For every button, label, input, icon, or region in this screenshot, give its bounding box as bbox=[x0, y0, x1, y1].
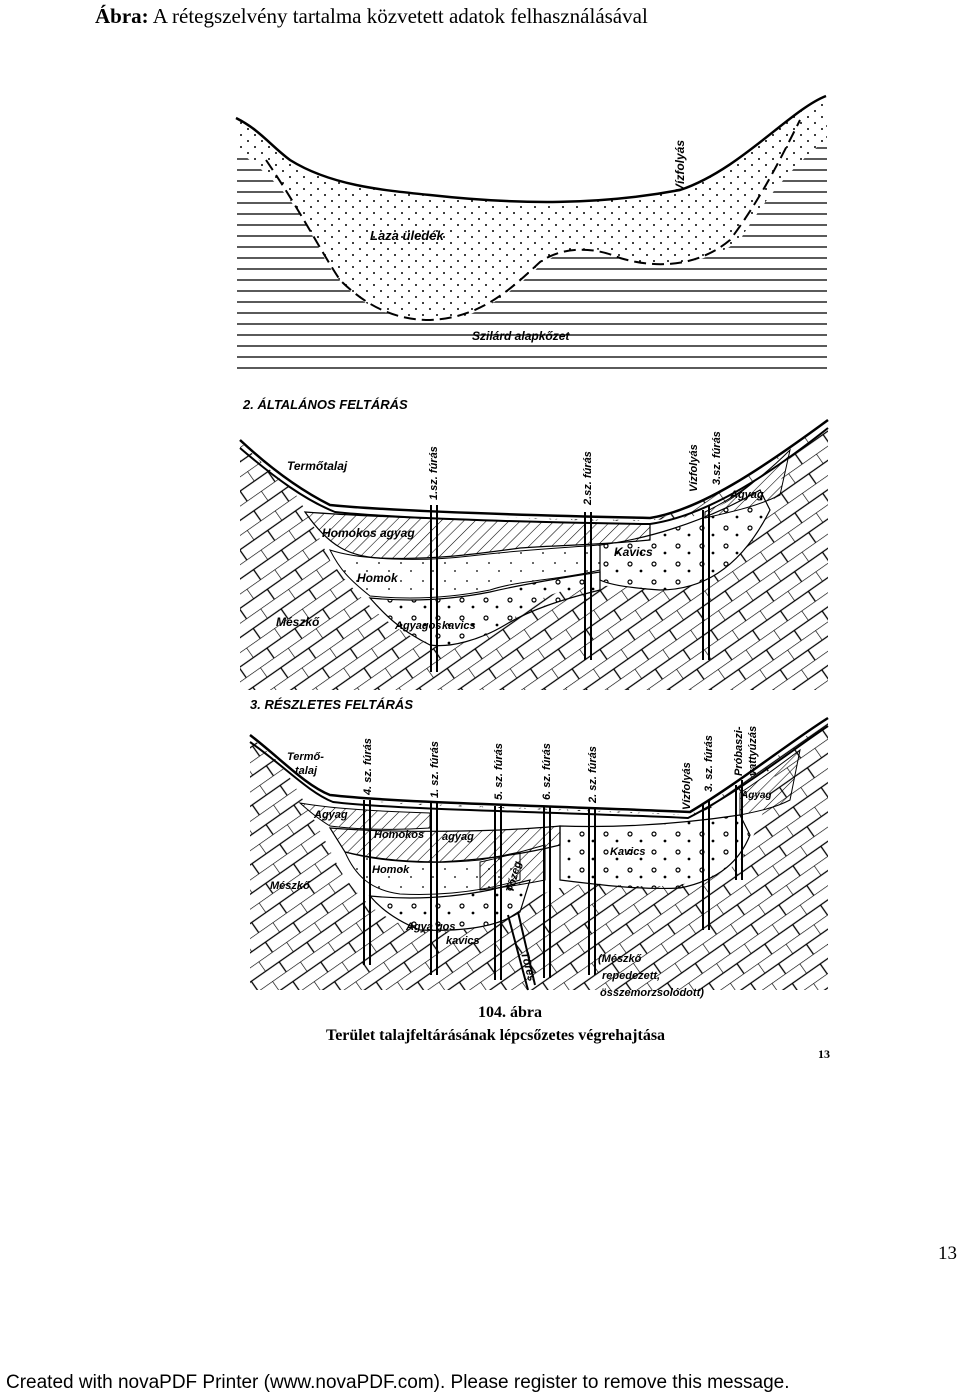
label-homokos-3: Homokos bbox=[374, 829, 425, 841]
label-tozeg-3: Tőzeg bbox=[504, 859, 525, 894]
label-agyagos-3b: kavics bbox=[446, 935, 480, 947]
label-furas6-3: 6. sz. fúrás bbox=[541, 743, 553, 800]
label-termo-3a: Termő- bbox=[287, 751, 324, 763]
label-kavics-3: Kavics bbox=[610, 846, 646, 858]
label-proba-3a: Próbaszi- bbox=[733, 726, 745, 776]
label-agyag-2: Agyag bbox=[730, 489, 764, 501]
label-termo-3b: talaj bbox=[295, 765, 318, 777]
page-number: 13 bbox=[938, 1243, 957, 1264]
title-prefix: Ábra: bbox=[95, 4, 149, 28]
label-meszko-note-3: összemorzsolódott) bbox=[600, 987, 704, 999]
label-furas4-3: 4. sz. fúrás bbox=[362, 738, 374, 795]
footer-notice: Created with novaPDF Printer (www.novaPDF.com). Please register to remove this message. bbox=[6, 1372, 790, 1393]
section-2-heading: 2. ÁLTALÁNOS FELTÁRÁS bbox=[243, 397, 408, 412]
label-furas1-3: 1. sz. fúrás bbox=[429, 741, 441, 798]
label-furas3-2: 3.sz. fúrás bbox=[711, 431, 723, 485]
label-vizfolyas-2: Vízfolyás bbox=[688, 444, 700, 492]
label-szilard-alapkozet: Szilárd alapkőzet bbox=[472, 329, 570, 343]
label-meszko-note-2: repedezett, bbox=[602, 970, 661, 982]
label-agyagos-2: Agyagos bbox=[395, 620, 442, 632]
label-agyagos-3a: Agya gos bbox=[406, 921, 456, 933]
label-agyag2-3: agyag bbox=[442, 831, 474, 843]
label-vizfolyas-3: Vízfolyás bbox=[681, 762, 693, 810]
label-meszko-2: Mészkő bbox=[276, 615, 320, 629]
section-2-general bbox=[240, 397, 828, 690]
section-1-geoelectric bbox=[236, 60, 827, 372]
label-furas1-2: 1.sz. fúrás bbox=[428, 446, 440, 500]
label-kavics-2: Kavics bbox=[614, 545, 653, 559]
caption-corner-number: 13 bbox=[818, 1047, 830, 1061]
label-tores-3: Törés bbox=[518, 950, 538, 983]
label-homok-3: Homok bbox=[372, 864, 410, 876]
label-meszko-3: Mészkő bbox=[270, 880, 310, 892]
caption-text: Terület talajfeltárásának lépcsőzetes végrehajtása bbox=[326, 1027, 666, 1044]
caption-number: 104. ábra bbox=[478, 1004, 542, 1021]
label-vizfolyas-1: Vízfolyás bbox=[673, 139, 687, 192]
label-furas2-3: 2. sz. fúrás bbox=[587, 746, 599, 803]
section-3-heading: 3. RÉSZLETES FELTÁRÁS bbox=[250, 697, 413, 712]
label-kavics-2a: kavics bbox=[442, 620, 476, 632]
label-homok-2: Homok bbox=[357, 571, 398, 585]
label-furas2-2: 2.sz. fúrás bbox=[582, 451, 594, 505]
label-agyag-3: Agyag bbox=[314, 809, 348, 821]
title-text: A rétegszelvény tartalma közvetett adatok felhasználásával bbox=[152, 4, 648, 28]
label-agyag-right-3: Agyag bbox=[741, 790, 772, 801]
label-furas3-3: 3. sz. fúrás bbox=[703, 735, 715, 792]
label-laza-uledek: Laza üledék bbox=[370, 228, 444, 243]
label-meszko-note-1: (Mészkő bbox=[598, 953, 642, 965]
label-proba-3b: vattyúzás bbox=[747, 725, 759, 776]
label-furas5-3: 5. sz. fúrás bbox=[493, 743, 505, 800]
label-termotalaj-2: Termőtalaj bbox=[287, 459, 348, 473]
label-homokos-agyag-2: Homokos agyag bbox=[322, 526, 415, 540]
section-3-detailed bbox=[250, 697, 828, 999]
